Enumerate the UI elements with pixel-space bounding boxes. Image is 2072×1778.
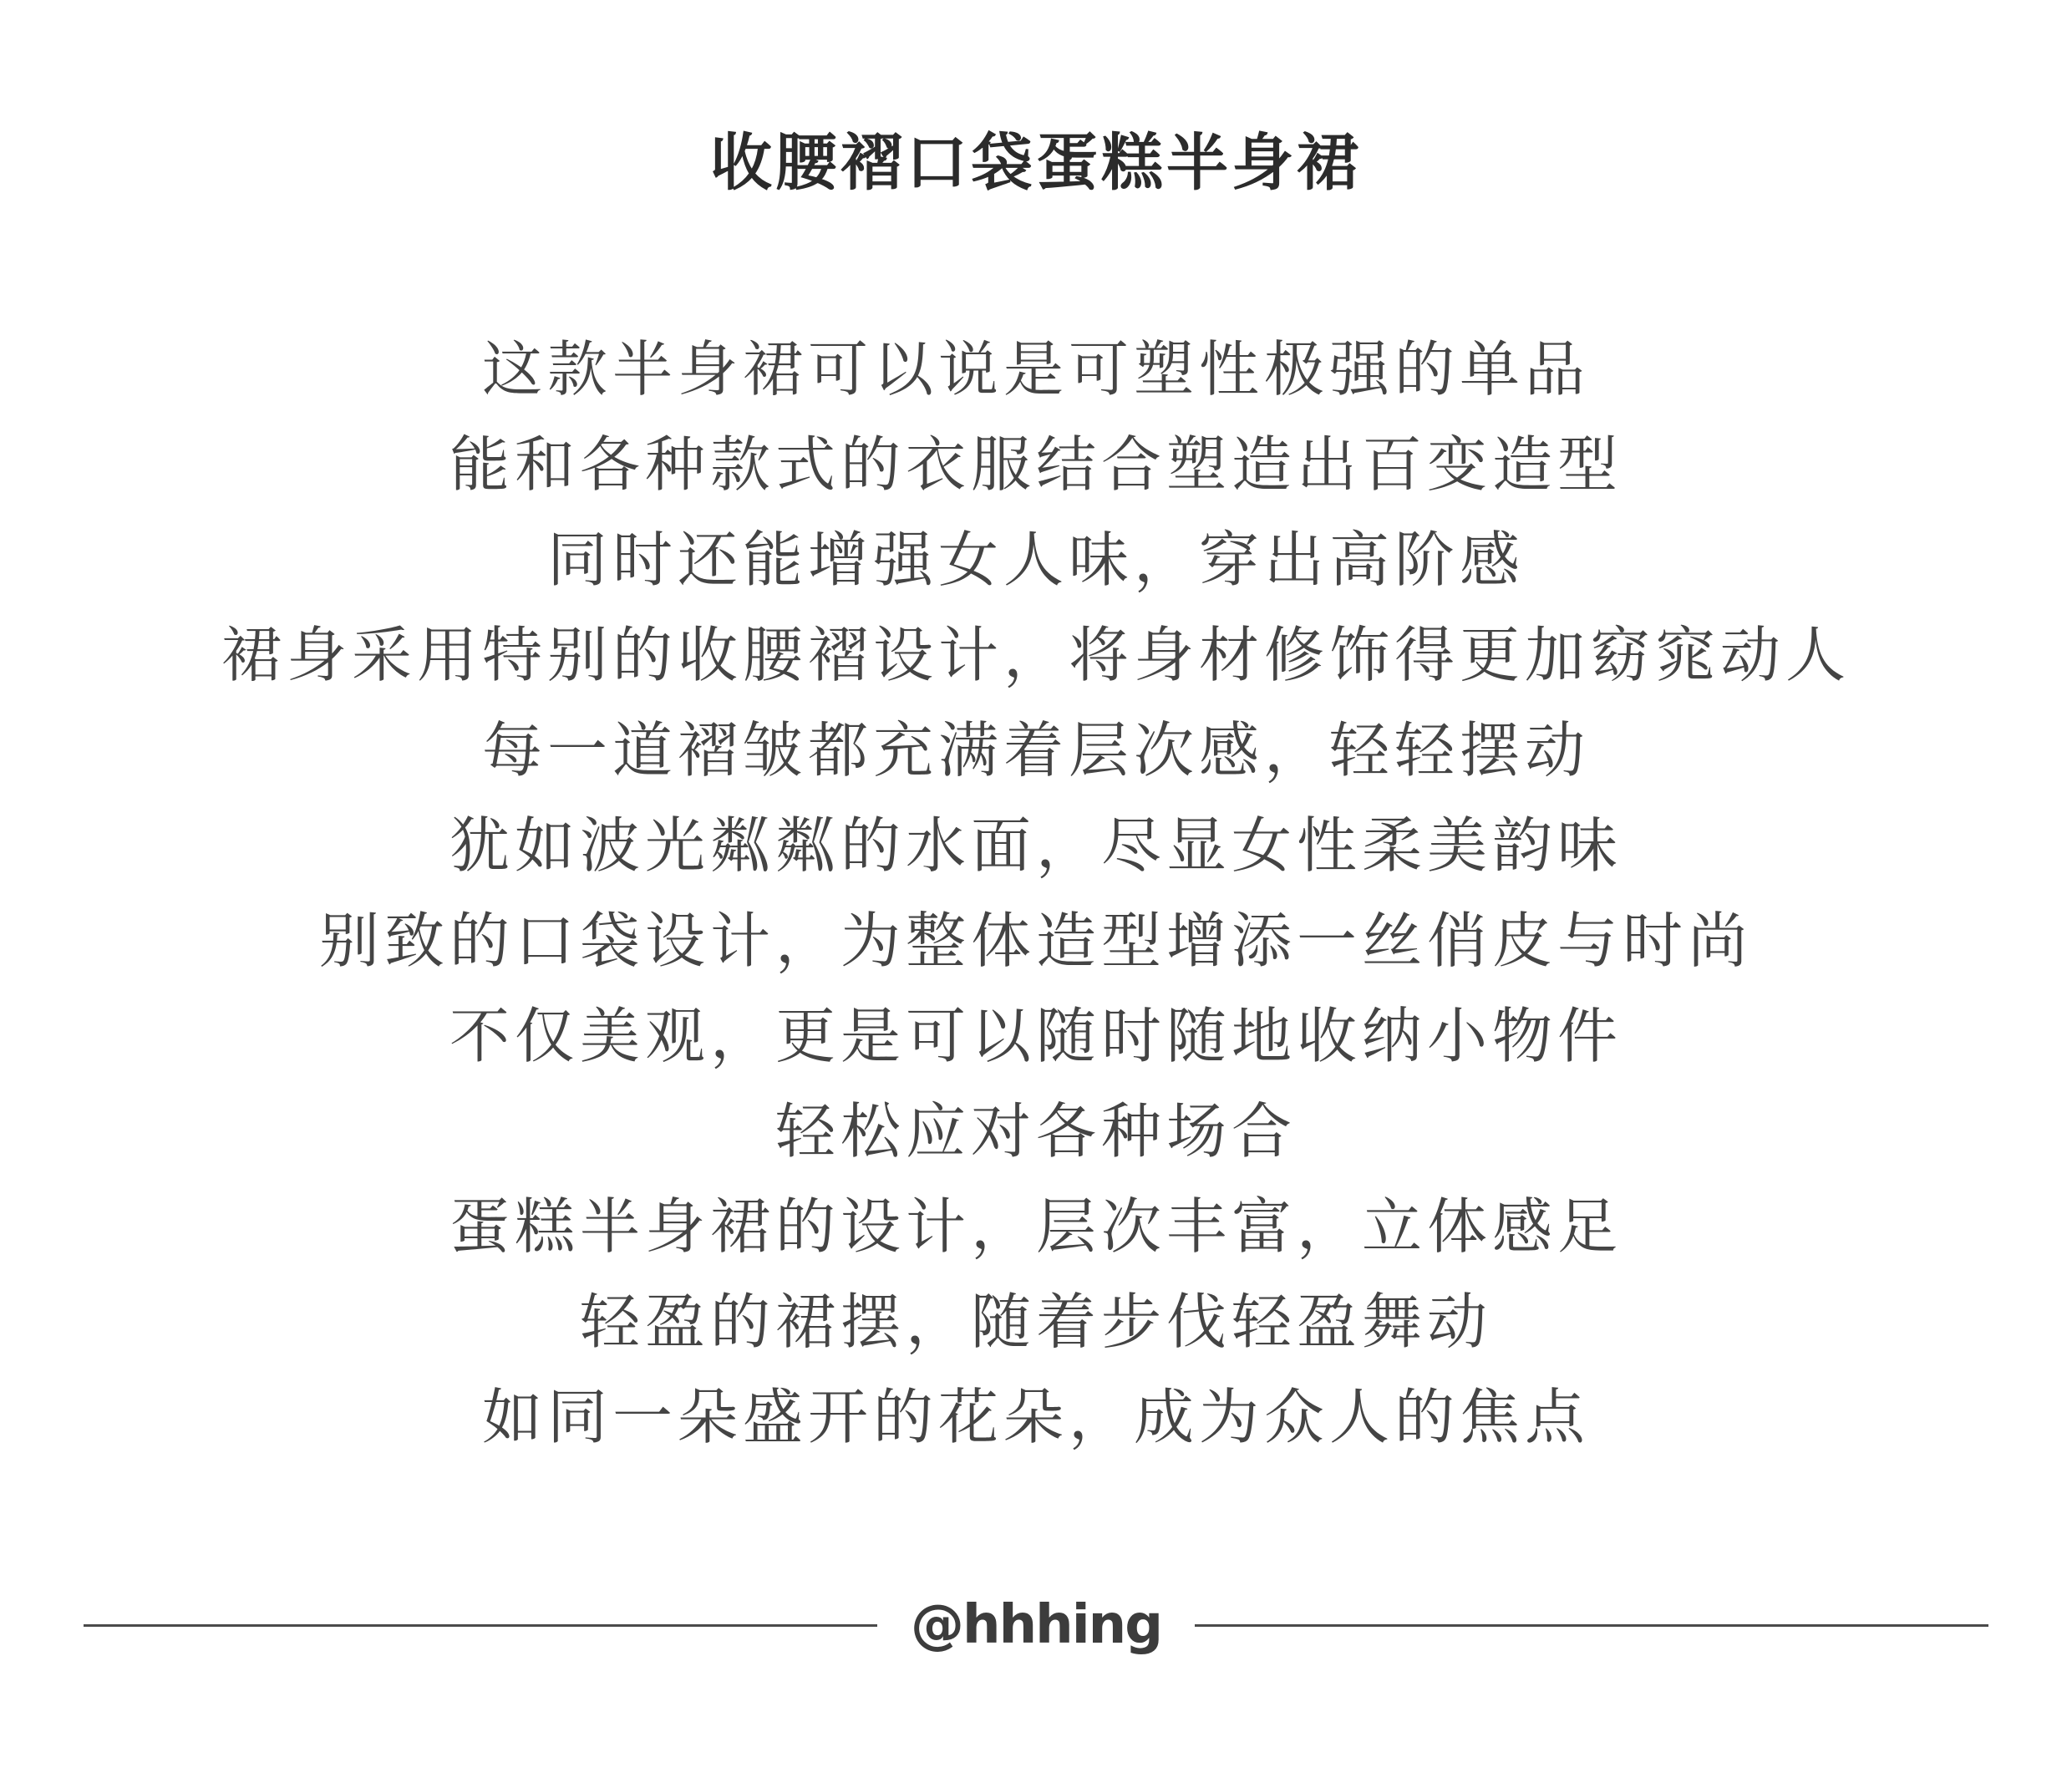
description-line: 别致的口袋设计，为整体造型增添一丝俏皮与时尚 <box>318 906 1753 976</box>
description-line: 蛋糕半身裙的设计，层次丰富，立体感足 <box>449 1191 1623 1262</box>
description-line: 每一道褶皱都充满着层次感，轻轻摆动 <box>481 715 1590 785</box>
description-line: 轻松应对各种场合 <box>774 1096 1297 1166</box>
description-line: 不仅美观，更是可以随时随地收纳小物件 <box>449 1001 1623 1071</box>
footer-divider-right <box>1195 1624 1988 1627</box>
description-line: 如同一朵盛开的花朵，成为众人的焦点 <box>481 1382 1590 1452</box>
description-line: 裙身采用特别的收腰褶设计，将身材修饰得更加窈窕动人 <box>221 620 1851 690</box>
description-line: 犹如波光粼粼的水面，尽显女性柔美韵味 <box>449 810 1623 881</box>
brand-logo: @hhhing <box>911 1594 1161 1656</box>
brand-footer <box>84 1592 1988 1659</box>
description-line: 这款半身裙可以说是可塑性极强的单品 <box>481 334 1590 404</box>
footer-divider-left <box>84 1624 877 1627</box>
description-line: 轻盈的裙摆，随着步伐轻盈舞动 <box>579 1287 1492 1357</box>
description-line: 同时还能增强女人味，穿出高阶感 <box>546 525 1525 595</box>
product-title: 收腰褶口袋蛋糕半身裙 <box>710 127 1362 199</box>
description-line: 能和各种款式的衣服结合塑造出百变造型 <box>449 429 1623 500</box>
description-text-block <box>0 322 2072 1465</box>
